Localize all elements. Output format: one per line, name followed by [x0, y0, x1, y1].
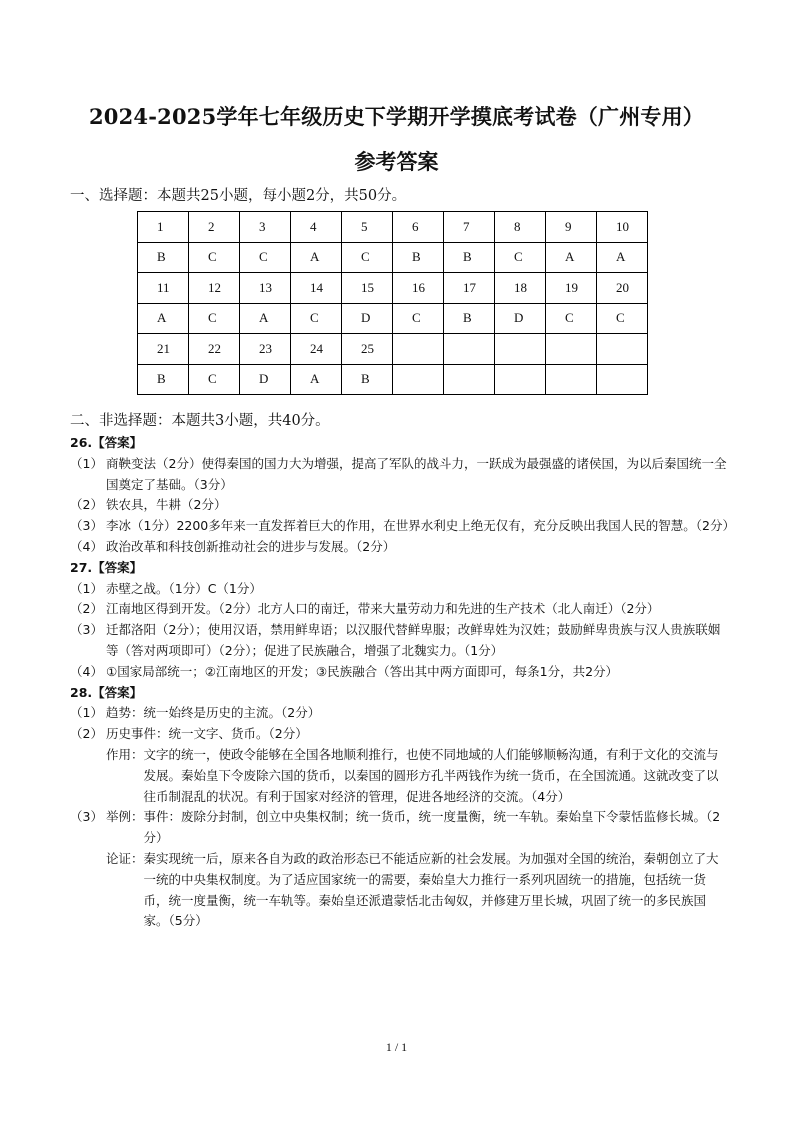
answer-table-cell: 6 — [393, 212, 444, 243]
answer-table-row — [138, 334, 648, 365]
q28-item-2-num: （2） — [70, 726, 103, 742]
answer-table-cell: 10 — [597, 212, 648, 243]
q28-item-3-num: （3） — [70, 809, 103, 825]
q28-item-1-num: （1） — [70, 705, 103, 721]
answer-table-cell: B — [138, 364, 189, 395]
q27-item-4-text: ①国家局部统一；②江南地区的开发；③民族融合（答出其中两方面即可，每条1分，共2分） — [106, 663, 619, 679]
q27-heading: 27.【答案】 — [70, 559, 143, 575]
q28-item-2-text: 历史事件：统一文字、货币。（2分） — [106, 726, 308, 742]
answer-table — [137, 211, 648, 395]
answer-table-cell: A — [597, 242, 648, 273]
answer-table-cell: A — [240, 303, 291, 334]
q28-effect-label: 作用： — [106, 746, 144, 762]
answer-table-cell: 25 — [342, 334, 393, 365]
answer-table-cell: C — [495, 242, 546, 273]
q28-item-3 — [70, 807, 730, 849]
answer-table-cell — [597, 364, 648, 395]
answer-table-cell: 3 — [240, 212, 291, 243]
page-subtitle: 参考答案 — [354, 149, 439, 174]
q27-item-1 — [70, 579, 730, 600]
q27-item-2-text: 江南地区得到开发。（2分）北方人口的南迁，带来大量劳动力和先进的生产技术（北人南迁）（2分） — [106, 601, 660, 617]
q26-item-3 — [70, 516, 735, 537]
section-choice-heading: 一、选择题：本题共25小题，每小题2分，共50分。 — [70, 188, 407, 204]
q26-item-1-num: （1） — [70, 455, 103, 471]
q28-argument-text: 秦实现统一后，原来各自为政的政治形态已不能适应新的社会发展。为加强对全国的统治，秦朝创立了大一统的中央集权制度。为了适应国家统一的需要，秦始皇大力推行一系列巩固统一的措施，包括统一货币，统一度量衡，统一车轨等。秦始皇还派遣蒙恬北击匈奴，并修建万里长城，巩固了统一的多民族国家。（5分） — [143, 850, 719, 929]
answer-table-cell: B — [444, 242, 495, 273]
q26-item-2-text: 铁农具，牛耕（2分） — [106, 497, 227, 513]
answer-table-cell: B — [342, 364, 393, 395]
q28-effect-text: 文字的统一，使政令能够在全国各地顺利推行，也使不同地域的人们能够顺畅沟通，有利于文化的交流与发展。秦始皇下令废除六国的货币，以秦国的圆形方孔半两钱作为统一货币，在全国流通。这就改变了以往币制混乱的状况。有利于国家对经济的管理，促进各地经济的交流。（4分） — [143, 746, 719, 804]
q26-item-1 — [70, 454, 730, 496]
answer-table-cell: D — [240, 364, 291, 395]
q27-item-2 — [70, 599, 730, 620]
answer-table-cell — [546, 364, 597, 395]
q27-item-3 — [70, 620, 730, 662]
q26-heading: 26.【答案】 — [70, 435, 143, 450]
answer-table-cell — [597, 334, 648, 365]
answer-table-row — [138, 212, 648, 243]
answer-table-cell: B — [393, 242, 444, 273]
q26-item-1-text: 商鞅变法（2分）使得秦国的国力大为增强，提高了军队的战斗力，一跃成为最强盛的诸侯国，为以后秦国统一全国奠定了基础。（3分） — [106, 455, 727, 492]
answer-table-cell: 21 — [138, 334, 189, 365]
answer-table-cell: 14 — [291, 273, 342, 304]
page-number: 1 / 1 — [385, 1040, 408, 1054]
answer-table-cell — [444, 364, 495, 395]
q26-item-4-num: （4） — [70, 538, 103, 554]
answer-table-cell: 18 — [495, 273, 546, 304]
q26-item-2-num: （2） — [70, 497, 103, 513]
q27-item-1-num: （1） — [70, 580, 103, 596]
answer-table-cell: D — [495, 303, 546, 334]
q28-argument-label: 论证： — [106, 850, 144, 866]
answer-table-cell: B — [444, 303, 495, 334]
answer-table-cell: C — [291, 303, 342, 334]
q28-item-1-text: 趋势：统一始终是历史的主流。（2分） — [106, 705, 321, 721]
answer-table-cell: A — [138, 303, 189, 334]
answer-table-row — [138, 242, 648, 273]
answer-table-cell: B — [138, 242, 189, 273]
answer-table-cell — [444, 334, 495, 365]
answer-table-cell — [546, 334, 597, 365]
q27-item-4 — [70, 662, 730, 683]
answer-table-cell: 8 — [495, 212, 546, 243]
answer-table-cell: 12 — [189, 273, 240, 304]
answer-table-cell: 9 — [546, 212, 597, 243]
answer-table-cell: 1 — [138, 212, 189, 243]
q28-item-2 — [70, 724, 730, 745]
answer-table-cell: 13 — [240, 273, 291, 304]
answer-table-cell: 2 — [189, 212, 240, 243]
answer-table-cell: 11 — [138, 273, 189, 304]
answer-table-cell: C — [189, 364, 240, 395]
q28-heading: 28.【答案】 — [70, 684, 143, 700]
answer-table-cell: 23 — [240, 334, 291, 365]
q26-item-4 — [70, 537, 730, 558]
answer-table-cell: C — [597, 303, 648, 334]
q27-item-2-num: （2） — [70, 601, 103, 617]
answer-table-cell — [393, 334, 444, 365]
answer-table-cell: C — [546, 303, 597, 334]
answer-table-cell: 16 — [393, 273, 444, 304]
q28-item-2-effect — [106, 745, 730, 807]
answer-table-cell — [393, 364, 444, 395]
answer-table-cell: D — [342, 303, 393, 334]
answer-table-cell: 15 — [342, 273, 393, 304]
section-nonchoice-heading: 二、非选择题：本题共3小题，共40分。 — [70, 413, 330, 429]
q26-item-3-text: 李冰（1分）2200多年来一直发挥着巨大的作用，在世界水利史上绝无仅有，充分反映出我国人民的智慧。（2分） — [106, 518, 735, 534]
q28-item-3-argument — [106, 849, 730, 932]
answer-table-cell — [495, 364, 546, 395]
answer-table-cell: C — [342, 242, 393, 273]
answer-table-cell: 17 — [444, 273, 495, 304]
q26-item-2 — [70, 495, 730, 516]
q27-item-1-text: 赤壁之战。（1分）C（1分） — [106, 580, 262, 596]
answer-table-row — [138, 273, 648, 304]
answer-table-cell: C — [240, 242, 291, 273]
answer-table-cell: A — [291, 242, 342, 273]
q28-example-text: 事件：废除分封制，创立中央集权制；统一货币，统一度量衡，统一车轨。秦始皇下令蒙恬监修长城。（2分） — [143, 809, 721, 846]
answer-table-cell: 19 — [546, 273, 597, 304]
answer-table-cell: 4 — [291, 212, 342, 243]
answer-table-row — [138, 364, 648, 395]
q28-item-1 — [70, 703, 730, 724]
answer-table-cell: C — [189, 242, 240, 273]
q27-item-3-num: （3） — [70, 622, 103, 638]
q26-item-3-num: （3） — [70, 518, 103, 534]
answers-body — [70, 433, 735, 932]
page-title: 2024-2025学年七年级历史下学期开学摸底考试卷（广州专用） — [88, 104, 704, 129]
answer-table-cell: 5 — [342, 212, 393, 243]
answer-table-cell: C — [189, 303, 240, 334]
answer-table-cell: 22 — [189, 334, 240, 365]
answer-table-cell: A — [291, 364, 342, 395]
q28-example-label: 举例： — [106, 809, 144, 825]
answer-table-row — [138, 303, 648, 334]
q27-item-3-text: 迁都洛阳（2分）；使用汉语，禁用鲜卑语；以汉服代替鲜卑服；改鲜卑姓为汉姓；鼓励鲜卑贵族与汉人贵族联姻等（答对两项即可）（2分）；促进了民族融合，增强了北魏实力。（1分） — [106, 622, 721, 658]
answer-table-cell: 24 — [291, 334, 342, 365]
answer-table-cell: C — [393, 303, 444, 334]
answer-table-cell: A — [546, 242, 597, 273]
answer-table-cell: 7 — [444, 212, 495, 243]
q27-item-4-num: （4） — [70, 663, 103, 679]
q26-item-4-text: 政治改革和科技创新推动社会的进步与发展。（2分） — [106, 538, 396, 554]
answer-table-cell — [495, 334, 546, 365]
answer-table-cell: 20 — [597, 273, 648, 304]
